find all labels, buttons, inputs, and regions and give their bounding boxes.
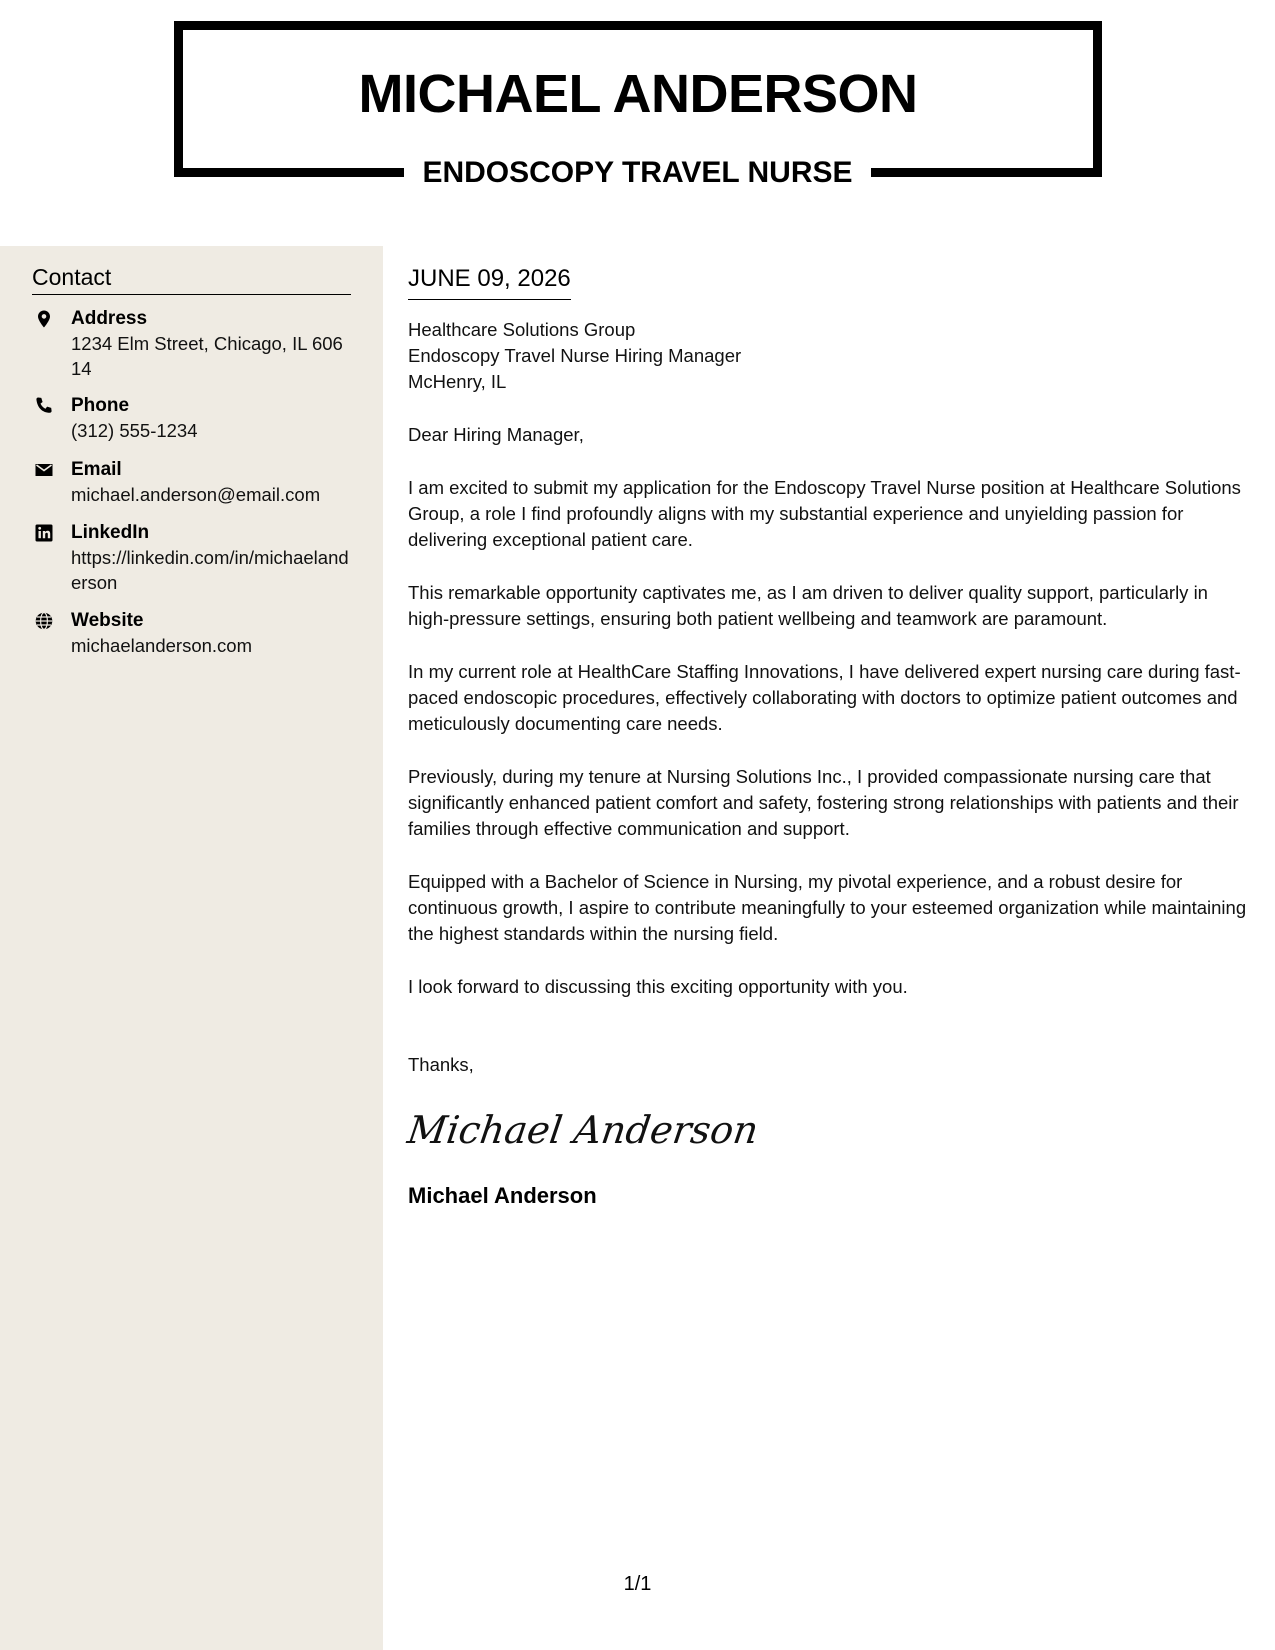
- letter-date: JUNE 09, 2026: [408, 264, 571, 300]
- signer-name: Michael Anderson: [408, 1183, 597, 1208]
- contact-label: LinkedIn: [71, 522, 150, 543]
- closing: Thanks,: [408, 1054, 474, 1075]
- candidate-name: MICHAEL ANDERSON: [358, 64, 918, 124]
- letter-body: [404, 264, 1248, 1210]
- envelope-icon: [34, 460, 54, 480]
- job-title-container: [0, 148, 1275, 198]
- handwritten-signature: Michael Anderson: [404, 1108, 762, 1152]
- globe-icon: [34, 611, 54, 631]
- contact-sidebar: [0, 246, 383, 1650]
- contact-label: Phone: [71, 395, 130, 416]
- letter-paragraph: In my current role at HealthCare Staffing Innovations, I have delivered expert nursing care during fast-paced endoscopic procedures, effectively collaborating with doctors to optimize patient outcomes and meticulously documenting care needs.: [408, 661, 1241, 734]
- contact-label: Email: [71, 459, 122, 480]
- letter-paragraph: Equipped with a Bachelor of Science in Nursing, my pivotal experience, and a robust desire for continuous growth, I aspire to contribute meaningfully to your esteemed organization while maintaining the highest standards within the nursing field.: [408, 871, 1247, 944]
- contact-heading: Contact: [32, 262, 351, 295]
- page-number: 1/1: [623, 1573, 652, 1595]
- phone-value[interactable]: (312) 555-1234: [71, 420, 198, 441]
- letter-paragraph: I am excited to submit my application for the Endoscopy Travel Nurse position at Healthcare Solutions Group, a role I find profoundly aligns with my substantial experience and unyielding passion for delivering exceptional patient care.: [408, 477, 1241, 550]
- recipient-block: [408, 317, 1248, 395]
- recipient-location: McHenry, IL: [408, 371, 507, 392]
- job-title: ENDOSCOPY TRAVEL NURSE: [404, 148, 870, 198]
- location-pin-icon: [34, 309, 54, 329]
- email-value[interactable]: michael.anderson@email.com: [71, 484, 321, 505]
- linkedin-value[interactable]: https://linkedin.com/in/michaelanderson: [71, 547, 349, 593]
- letter-paragraph: I look forward to discussing this exciting opportunity with you.: [408, 976, 908, 997]
- recipient-title: Endoscopy Travel Nurse Hiring Manager: [408, 345, 742, 366]
- website-value[interactable]: michaelanderson.com: [71, 635, 252, 656]
- recipient-company: Healthcare Solutions Group: [408, 319, 636, 340]
- salutation: Dear Hiring Manager,: [408, 424, 584, 445]
- contact-label: Website: [71, 610, 144, 631]
- letter-paragraph: This remarkable opportunity captivates me, as I am driven to deliver quality support, particularly in high-pressure settings, ensuring both patient wellbeing and teamwork are paramount.: [408, 582, 1208, 629]
- contact-label: Address: [71, 308, 148, 329]
- letter-paragraph: Previously, during my tenure at Nursing Solutions Inc., I provided compassionate nursing care that significantly enhanced patient comfort and safety, fostering strong relationships with patients and their families through effective communication and support.: [408, 766, 1239, 839]
- linkedin-icon: [34, 523, 54, 543]
- phone-icon: [34, 396, 54, 416]
- address-value: 1234 Elm Street, Chicago, IL 60614: [71, 333, 343, 379]
